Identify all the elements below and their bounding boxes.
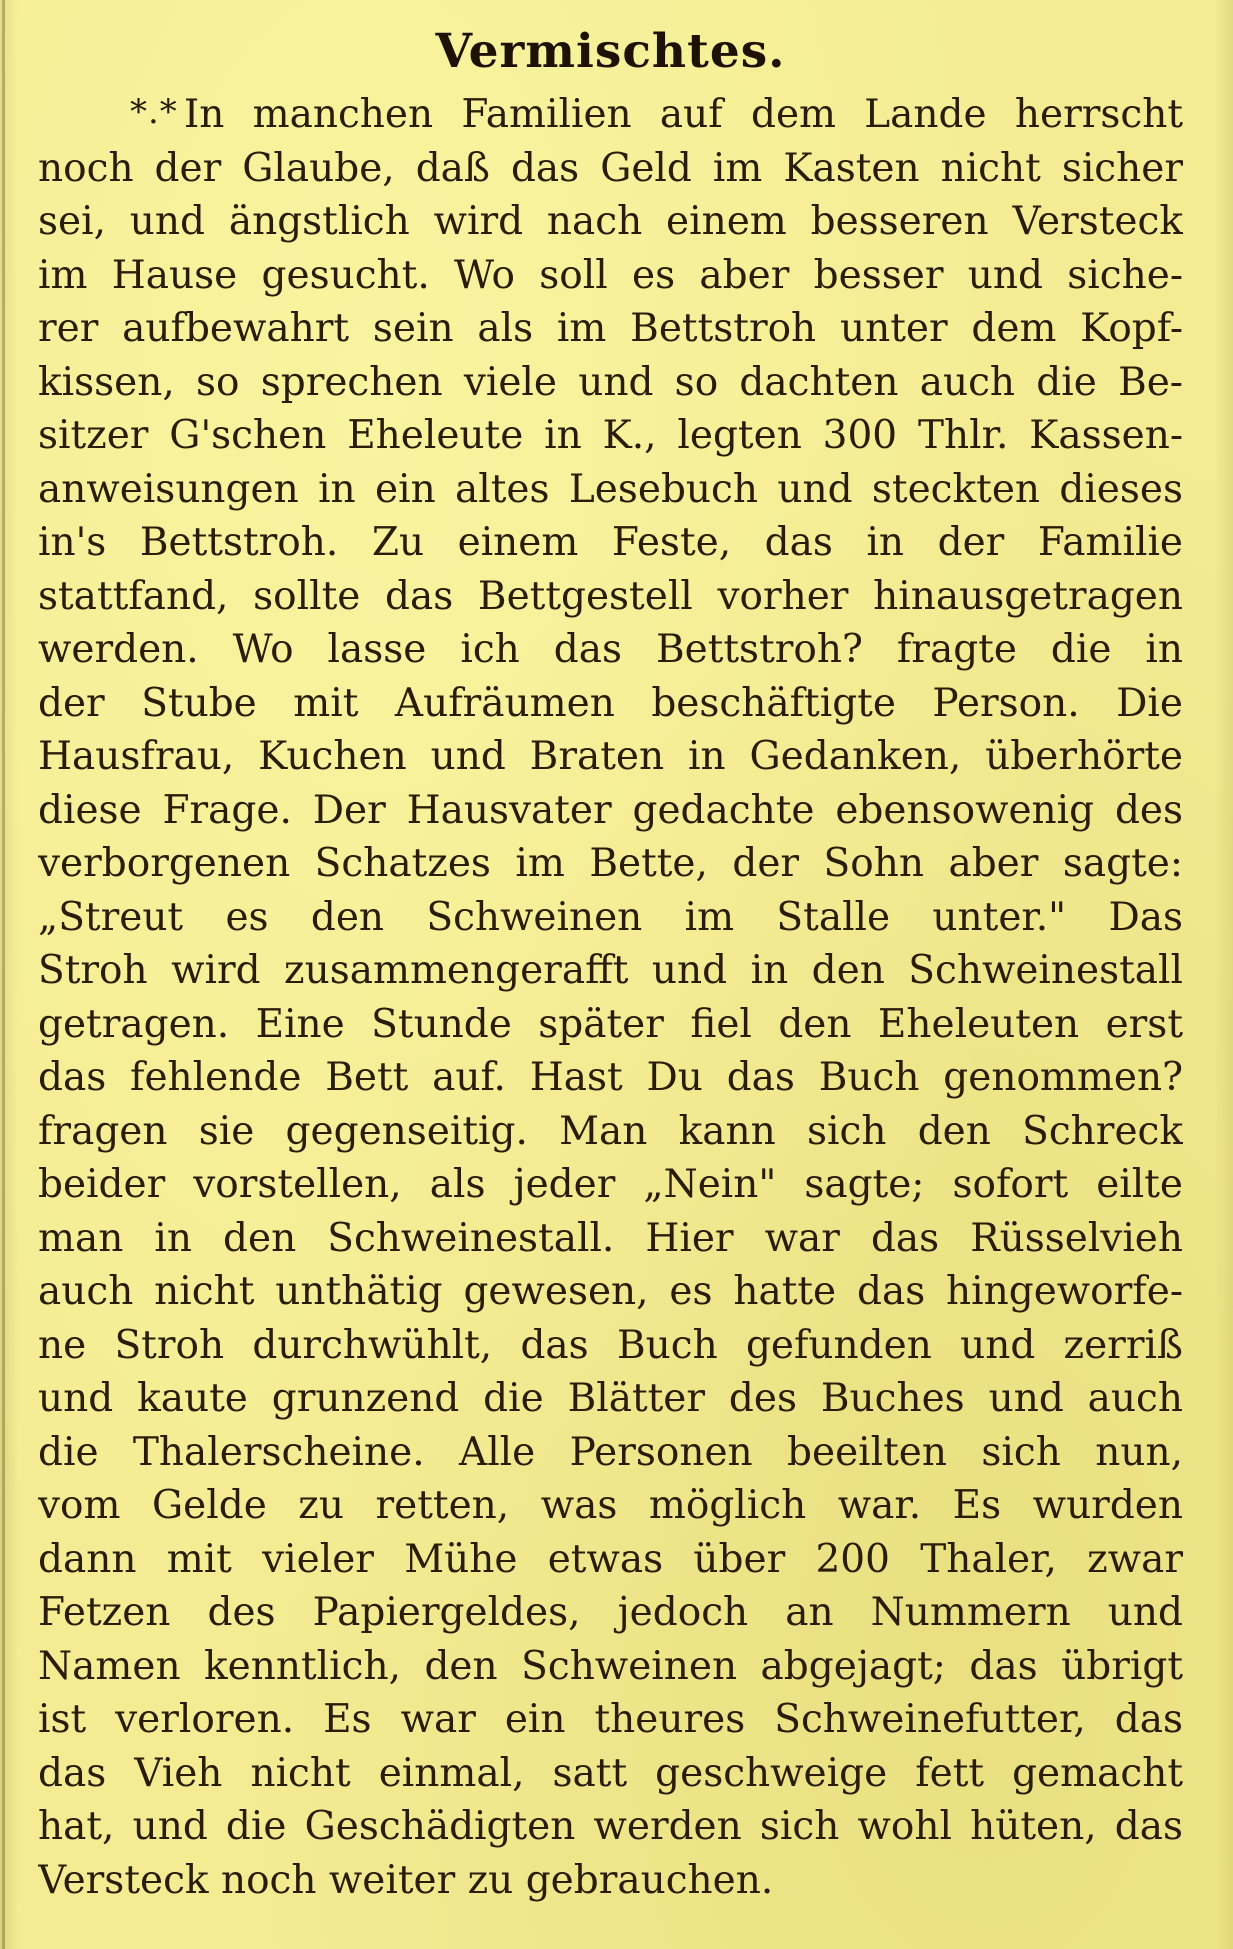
text-line: im Hause gesucht. Wo soll es aber besser und siche-	[38, 252, 1183, 298]
text-line: verborgenen Schatzes im Bette, der Sohn aber sagte:	[38, 841, 1183, 886]
text-line	[38, 88, 1183, 142]
text-line: fragen sie gegenseitig. Man kann sich den Schreck	[38, 1108, 1183, 1154]
text-line: Stroh wird zusammengerafft und in den Schweinestall	[38, 948, 1183, 993]
text-line: Versteck noch weiter zu gebrauchen.	[38, 1857, 774, 1903]
text-line: das Vieh nicht einmal, satt geschweige fett gemacht	[38, 1750, 1183, 1796]
asterism: *.*	[130, 92, 178, 132]
text-line: anweisungen in ein altes Lesebuch und steckten dieses	[38, 466, 1183, 512]
article-title: Vermischtes.	[435, 24, 786, 79]
article	[38, 22, 1183, 1907]
text-line-content: In manchen Familien auf dem Lande herrscht	[183, 92, 1183, 137]
text-line: „Streut es den Schweinen im Stalle unter." Das	[38, 894, 1183, 940]
text-line: man in den Schweinestall. Hier war das Rüsselvieh	[38, 1215, 1183, 1261]
text-line: auch nicht unthätig gewesen, es hatte das hingeworfe-	[38, 1269, 1183, 1314]
text-line: hat, und die Geschädigten werden sich wohl hüten, das	[38, 1804, 1183, 1849]
page-edge-rule	[2, 0, 5, 1949]
text-line: Fetzen des Papiergeldes, jedoch an Nummern und	[38, 1590, 1183, 1635]
text-line: und kaute grunzend die Blätter des Buches und auch	[38, 1376, 1183, 1421]
text-line: beider vorstellen, als jeder „Nein" sagte; sofort eilte	[38, 1162, 1183, 1207]
text-line: die Thalerscheine. Alle Personen beeilten sich nun,	[38, 1429, 1183, 1475]
text-line: rer aufbewahrt sein als im Bettstroh unter dem Kopf-	[38, 306, 1183, 351]
text-line: getragen. Eine Stunde später fiel den Eheleuten erst	[38, 1001, 1183, 1047]
article-body	[38, 88, 1183, 1907]
text-line: das fehlende Bett auf. Hast Du das Buch genommen?	[38, 1055, 1183, 1100]
text-line: sitzer G'schen Eheleute in K., legten 300 Thlr. Kassen-	[38, 413, 1183, 458]
text-line: sei, und ängstlich wird nach einem besseren Versteck	[38, 199, 1183, 244]
text-line: werden. Wo lasse ich das Bettstroh? fragte die in	[38, 627, 1183, 672]
text-line: der Stube mit Aufräumen beschäftigte Person. Die	[38, 680, 1183, 726]
text-line: vom Gelde zu retten, was möglich war. Es wurden	[38, 1483, 1183, 1528]
text-line: ne Stroh durchwühlt, das Buch gefunden und zerriß	[38, 1322, 1183, 1368]
text-line: in's Bettstroh. Zu einem Feste, das in der Familie	[38, 520, 1183, 565]
text-line: dann mit vieler Mühe etwas über 200 Thaler, zwar	[38, 1536, 1183, 1582]
text-line: Hausfrau, Kuchen und Braten in Gedanken, überhörte	[38, 734, 1183, 779]
text-line: stattfand, sollte das Bettgestell vorher hinausgetragen	[38, 573, 1183, 619]
text-line: diese Frage. Der Hausvater gedachte ebensowenig des	[38, 787, 1183, 833]
text-line: kissen, so sprechen viele und so dachten auch die Be-	[38, 359, 1183, 405]
text-line: ist verloren. Es war ein theures Schweinefutter, das	[38, 1697, 1183, 1742]
text-line: Namen kenntlich, den Schweinen abgejagt; das übrigt	[38, 1643, 1183, 1689]
text-line: noch der Glaube, daß das Geld im Kasten nicht sicher	[38, 145, 1183, 191]
